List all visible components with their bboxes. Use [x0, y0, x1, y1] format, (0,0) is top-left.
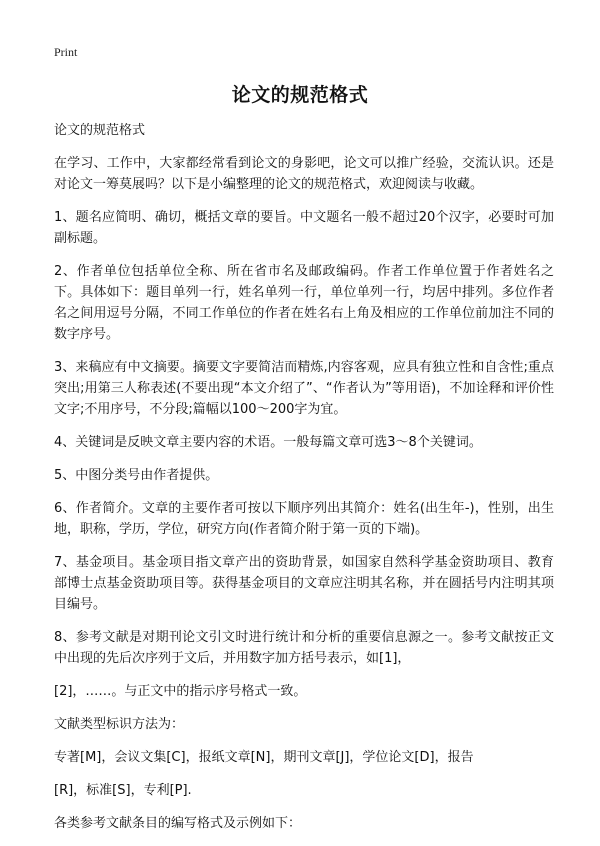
rule-7-paragraph: 7、基金项目。基金项目指文章产出的资助背景，如国家自然科学基金资助项目、教育部博士点基金资助项目等。获得基金项目的文章应注明其名称，并在圆括号内注明其项目编号。 [54, 555, 554, 612]
type-list-continued-paragraph: [R]，标准[S]，专利[P]. [54, 783, 192, 798]
intro-paragraph: 在学习、工作中，大家都经常看到论文的身影吧，论文可以推广经验，交流认识。还是对论文一筹莫展吗？以下是小编整理的论文的规范格式，欢迎阅读与收藏。 [54, 156, 554, 192]
subtitle-paragraph: 论文的规范格式 [54, 123, 146, 138]
document-body [54, 120, 554, 846]
type-label-paragraph: 文献类型标识方法为： [54, 717, 185, 732]
rule-6-paragraph: 6、作者简介。文章的主要作者可按以下顺序列出其简介：姓名(出生年-)，性别，出生地，职称，学历，学位，研究方向(作者简介附于第一页的下端)。 [54, 501, 554, 537]
rule-3-paragraph: 3、来稿应有中文摘要。摘要文字要简洁而精炼,内容客观，应具有独立性和自含性;重点突出;用第三人称表述(不要出现“本文介绍了”、“作者认为”等用语)，不加诠释和评价性文字;不用序号，不分段;篇幅以100～200字为宜。 [54, 360, 554, 417]
document-title: 论文的规范格式 [231, 84, 369, 106]
type-list-paragraph: 专著[M]，会议文集[C]，报纸文章[N]，期刊文章[J]，学位论文[D]，报告 [54, 750, 474, 765]
rule-2-paragraph: 2、作者单位包括单位全称、所在省市名及邮政编码。作者工作单位置于作者姓名之下。具体如下：题目单列一行，姓名单列一行，单位单列一行，均居中排列。多位作者名之间用逗号分隔，不同工作单位的作者在姓名右上角及相应的工作单位前加注不同的数字序号。 [54, 264, 554, 342]
rule-5-paragraph: 5、中图分类号由作者提供。 [54, 468, 219, 483]
rule-8-continued-paragraph: [2]，……。与正文中的指示序号格式一致。 [54, 684, 307, 699]
rule-4-paragraph: 4、关键词是反映文章主要内容的术语。一般每篇文章可选3～8个关键词。 [54, 435, 482, 450]
rule-1-paragraph: 1、题名应简明、确切，概括文章的要旨。中文题名一般不超过20个汉字，必要时可加副标题。 [54, 210, 554, 246]
format-intro-paragraph: 各类参考文献条目的编写格式及示例如下： [54, 816, 302, 831]
rule-8-paragraph: 8、参考文献是对期刊论文引文时进行统计和分析的重要信息源之一。参考文献按正文中出现的先后次序列于文后，并用数字加方括号表示，如[1]， [54, 630, 554, 666]
print-link[interactable]: Print [54, 45, 78, 59]
